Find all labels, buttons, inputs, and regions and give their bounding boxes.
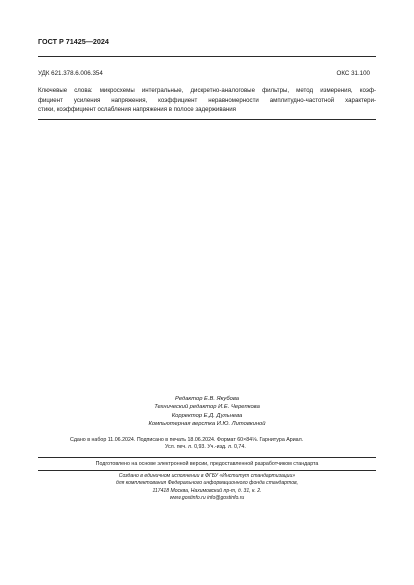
layout-credit: Компьютерная верстка И.Ю. Литовкиной — [148, 420, 266, 427]
electronic-version-note: Подготовлено на основе электронной версии, предоставленной разработчиком стандарта — [95, 461, 319, 467]
oks-code: ОКС 31.100 — [336, 70, 370, 77]
keywords-line: стики, коэффициент ослабления напряжения в полосе задерживания — [38, 106, 236, 114]
footer-line: Создано в единичном исполнении в ФГБУ «Институт стандартизации» — [118, 473, 296, 479]
publisher-footer — [0, 473, 414, 503]
print-divider — [38, 457, 376, 458]
footer-contacts: www.gostinfo.ru info@gostinfo.ru — [169, 495, 245, 502]
footer-line: для комплектования Федерального информационного фонда стандартов, — [115, 480, 299, 487]
print-info-line1: Сдано в набор 11.06.2024. Подписано в печать 18.06.2024. Формат 60×84⅛. Гарнитура Ариал. — [70, 437, 304, 443]
tech-editor-credit: Технический редактор И.Е. Черепкова — [154, 404, 260, 411]
keywords-divider — [38, 119, 376, 120]
print-info-line2: Усл. печ. л. 0,93. Уч.-изд. л. 0,74. — [165, 444, 246, 450]
credits-block — [0, 395, 414, 428]
footer-divider — [38, 470, 376, 471]
udk-code: УДК 621.378.6.006.354 — [38, 70, 103, 77]
header-divider — [38, 56, 376, 57]
editor-credit: Редактор Е.В. Якубова — [175, 396, 239, 402]
keywords-block — [38, 86, 376, 115]
footer-line: 117418 Москва, Нахимовский пр-т, д. 31, к. 2. — [152, 487, 262, 494]
proofreader-credit: Корректор Е.Д. Дульнева — [171, 412, 243, 419]
keywords-line: фициент усиления напряжения, коэффициент неравномерности амплитудно-частотной характери- — [38, 96, 376, 104]
keywords-line: Ключевые слова: микросхемы интегральные, дискретно-аналоговые фильтры, метод измерения, коэф- — [38, 87, 376, 94]
standard-title: ГОСТ Р 71425—2024 — [38, 37, 109, 46]
